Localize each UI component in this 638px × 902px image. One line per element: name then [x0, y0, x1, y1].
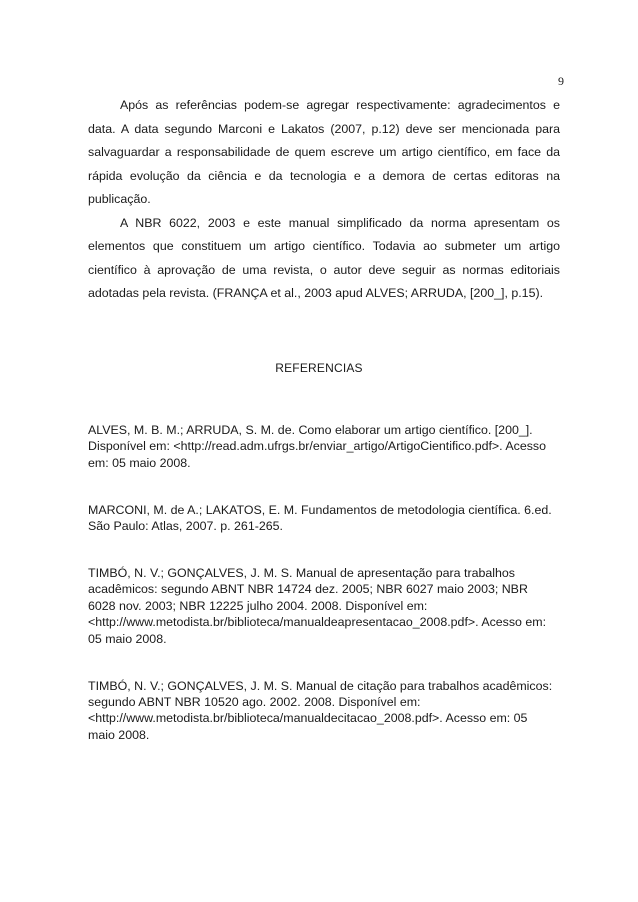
reference-line: acadêmicos: segundo ABNT NBR 14724 dez. 2005; NBR 6027 maio 2003; NBR — [88, 582, 528, 597]
references-heading: REFERENCIAS — [275, 361, 363, 375]
page-number: 9 — [558, 74, 564, 88]
reference-line: TIMBÓ, N. V.; GONÇALVES, J. M. S. Manual de citação para trabalhos acadêmicos: — [88, 678, 553, 693]
body-paragraph: A NBR 6022, 2003 e este manual simplificado da norma apresentam os elementos que constituem um artigo científico. Todavia ao submeter um artigo científico à aprovação de uma revista, o autor deve seguir as normas editoriais adotadas pela revista. (FRANÇA et al., 2003 apud ALVES; ARRUDA, [200_], p.15). — [88, 215, 560, 300]
reference-line: <http://www.metodista.br/biblioteca/manualdecitacao_2008.pdf>. Acesso em: 05 — [88, 711, 528, 726]
reference-line: MARCONI, M. de A.; LAKATOS, E. M. Fundamentos de metodologia científica. 6.ed. — [88, 502, 552, 517]
reference-entry — [88, 565, 560, 647]
reference-line: maio 2008. — [88, 727, 150, 742]
reference-entry — [88, 678, 560, 744]
reference-line: <http://www.metodista.br/biblioteca/manualdeapresentacao_2008.pdf>. Acesso em: — [88, 615, 547, 630]
reference-line: TIMBÓ, N. V.; GONÇALVES, J. M. S. Manual de apresentação para trabalhos — [88, 566, 515, 581]
reference-line: 6028 nov. 2003; NBR 12225 julho 2004. 2008. Disponível em: — [88, 598, 428, 613]
reference-line: 05 maio 2008. — [88, 631, 167, 646]
reference-line: São Paulo: Atlas, 2007. p. 261-265. — [88, 519, 283, 534]
reference-line: em: 05 maio 2008. — [88, 455, 191, 470]
reference-list — [88, 422, 560, 774]
body-paragraph: Após as referências podem-se agregar respectivamente: agradecimentos e data. A data segundo Marconi e Lakatos (2007, p.12) deve ser mencionada para salvaguardar a responsabilidade de quem escreve um artigo científico, em face da rápida evolução da ciência e da tecnologia e a demora de certas editoras na publicação. — [88, 98, 560, 206]
body-text — [88, 94, 560, 306]
reference-entry — [88, 502, 560, 535]
reference-line: segundo ABNT NBR 10520 ago. 2002. 2008. Disponível em: — [88, 694, 421, 709]
reference-entry — [88, 422, 560, 471]
reference-line: Disponível em: <http://read.adm.ufrgs.br/enviar_artigo/ArtigoCientifico.pdf>. Acesso — [88, 439, 546, 454]
reference-line: ALVES, M. B. M.; ARRUDA, S. M. de. Como elaborar um artigo científico. [200_]. — [88, 423, 533, 437]
